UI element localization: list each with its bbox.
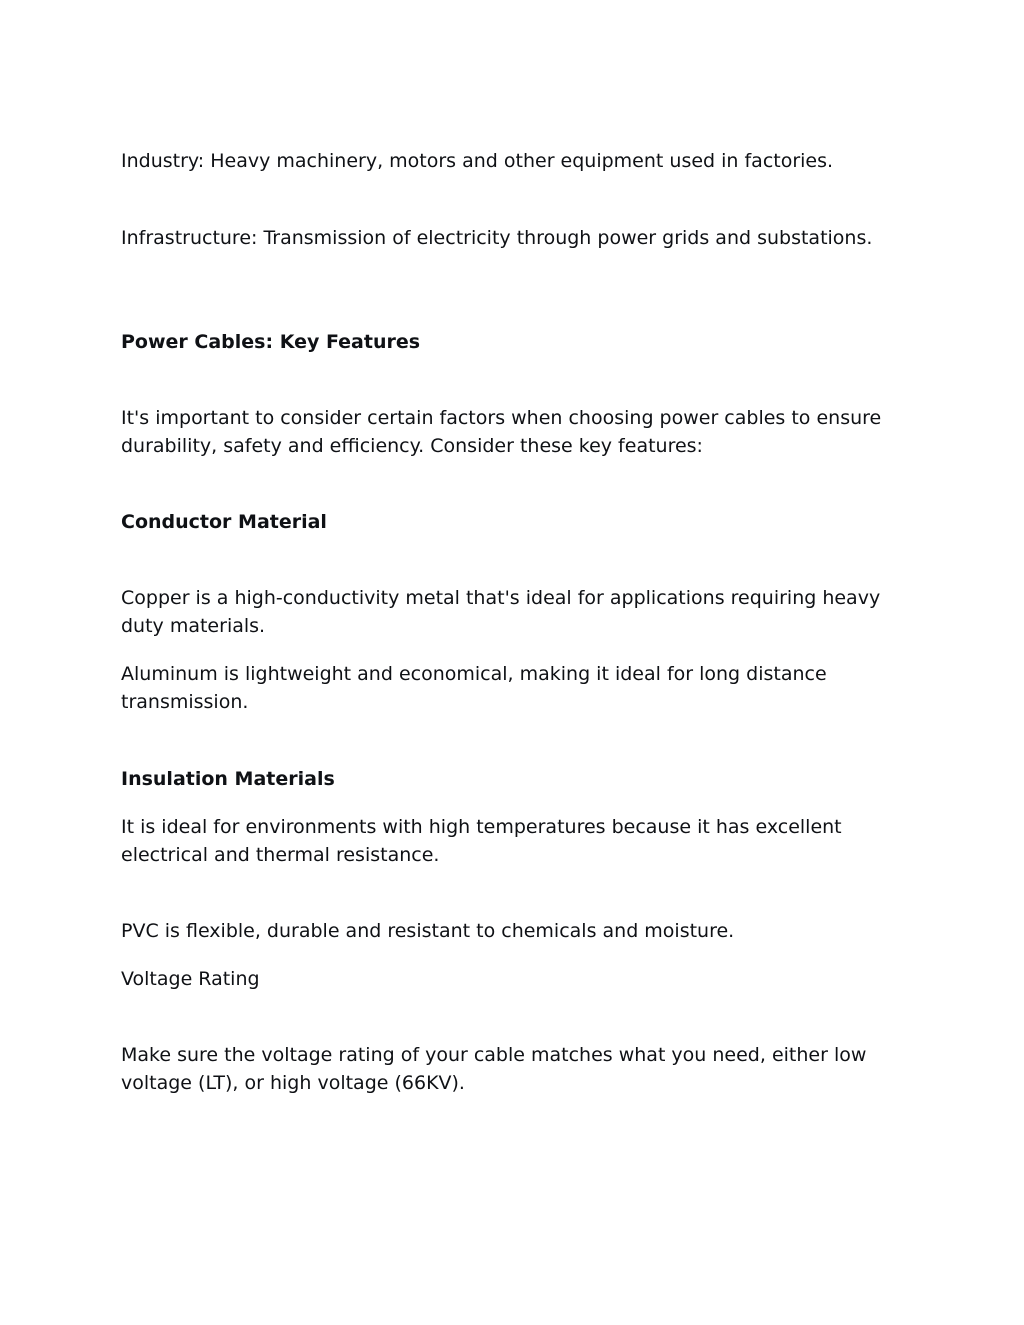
industry-paragraph: Industry: Heavy machinery, motors and other equipment used in factories. — [121, 150, 834, 172]
pvc-paragraph: PVC is flexible, durable and resistant to chemicals and moisture. — [121, 920, 735, 942]
intro-paragraph: It's important to consider certain factors when choosing power cables to ensure durability, safety and efficiency. Consider these key features: — [121, 407, 882, 457]
infrastructure-paragraph: Infrastructure: Transmission of electricity through power grids and substations. — [121, 227, 873, 249]
conductor-material-heading: Conductor Material — [121, 511, 327, 533]
voltage-rating-paragraph: Make sure the voltage rating of your cable matches what you need, either low voltage (LT), or high voltage (66KV). — [121, 1044, 867, 1094]
aluminum-paragraph: Aluminum is lightweight and economical, making it ideal for long distance transmission. — [121, 663, 827, 713]
thermal-resistance-paragraph: It is ideal for environments with high temperatures because it has excellent electrical and thermal resistance. — [121, 816, 842, 866]
power-cables-heading: Power Cables: Key Features — [121, 331, 421, 353]
insulation-materials-heading: Insulation Materials — [121, 768, 335, 790]
copper-paragraph: Copper is a high-conductivity metal that's ideal for applications requiring heavy duty materials. — [121, 587, 881, 637]
voltage-rating-label: Voltage Rating — [121, 968, 260, 990]
